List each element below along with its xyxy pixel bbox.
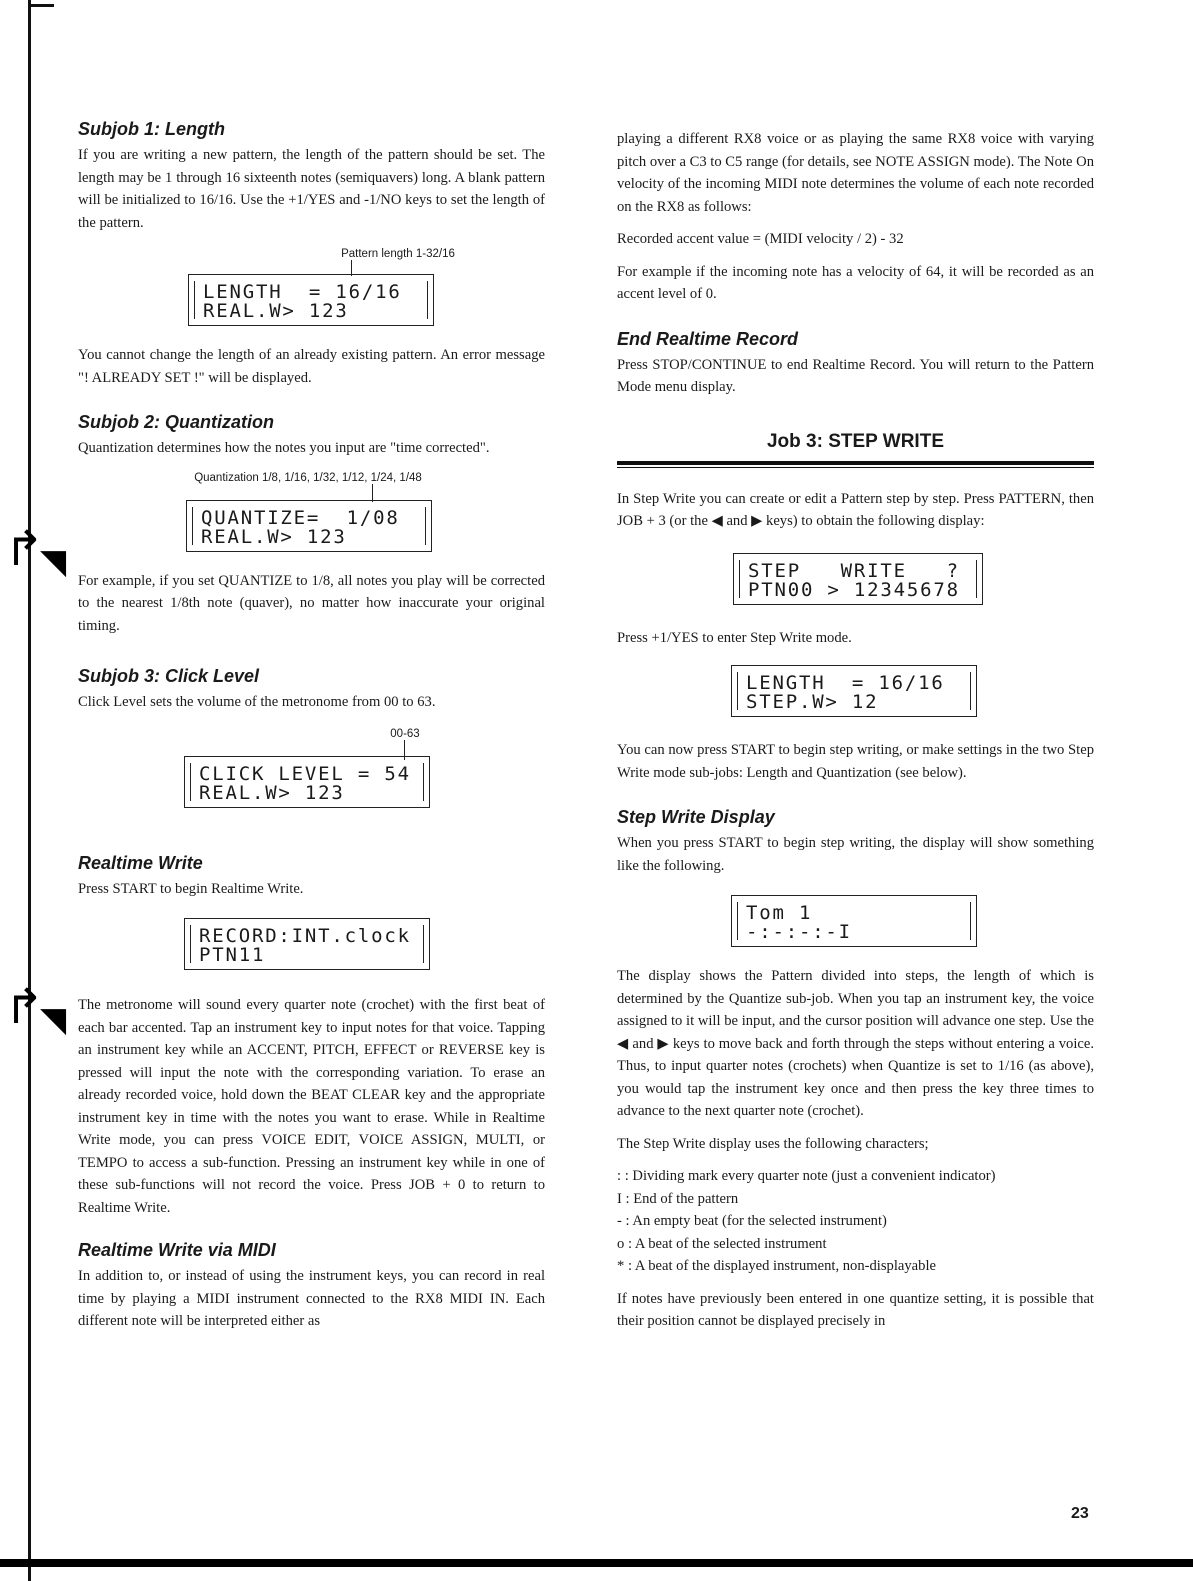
binding-corner	[28, 4, 54, 7]
subjob-click-level-heading: Subjob 3: Click Level	[78, 666, 260, 686]
binding-edge	[28, 0, 31, 1581]
list-item: - : An empty beat (for the selected instrument)	[617, 1213, 887, 1229]
list-item: o : A beat of the selected instrument	[617, 1235, 827, 1252]
left-column	[78, 118, 545, 1333]
paragraph: If notes have previously been entered in one quantize setting, it is possible that their position cannot be displayed precisely in	[617, 1290, 1094, 1329]
hole-punch-mark: ↱	[4, 979, 45, 1035]
step-write-display-heading: Step Write Display	[617, 807, 775, 827]
subjob-length-heading: Subjob 1: Length	[78, 119, 225, 139]
lcd-record-display	[184, 918, 430, 970]
page-number: 23	[1071, 1505, 1089, 1522]
caption-text: Pattern length 1-32/16	[341, 248, 455, 260]
paragraph: You can now press START to begin step writing, or make settings in the two Step Write mode sub-jobs: Length and Quantization (see below).	[617, 742, 1094, 781]
lcd-line-1: LENGTH = 16/16	[746, 672, 945, 694]
paragraph: When you press START to begin step writing, the display will show something like the following.	[617, 835, 1094, 874]
lcd-line-2: PTN11	[199, 944, 266, 966]
lcd-caption	[208, 248, 588, 260]
paragraph: Press +1/YES to enter Step Write mode.	[617, 629, 852, 646]
pointer	[78, 740, 545, 756]
lcd-line-1: RECORD:INT.clock	[199, 925, 411, 947]
lcd-caption	[375, 728, 435, 740]
realtime-write-midi-heading: Realtime Write via MIDI	[78, 1240, 276, 1260]
lcd-line-2: STEP.W> 12	[746, 691, 879, 713]
character-list	[617, 1165, 1094, 1278]
lcd-line-2: -:-:-:-I	[746, 921, 852, 943]
list-item: : : Dividing mark every quarter note (just a convenient indicator)	[617, 1168, 996, 1184]
list-item: I : End of the pattern	[617, 1190, 739, 1207]
lcd-click-level-display	[184, 756, 430, 808]
paragraph: You cannot change the length of an already existing pattern. An error message "! ALREADY SET !" will be displayed.	[78, 347, 545, 386]
caption-text: 00-63	[390, 727, 420, 740]
paragraph: If you are writing a new pattern, the length of the pattern should be set. The length may be 1 through 16 sixteenth notes (semiquavers) long. A blank pattern will be initialized to 16/16. Use the +1/YES and -1/NO keys to set the length of the pattern.	[78, 147, 545, 231]
paragraph: In addition to, or instead of using the instrument keys, you can record in real time by playing a MIDI instrument connected to the RX8 MIDI IN. Each different note will be interpreted either as	[78, 1268, 545, 1329]
list-item: * : A beat of the displayed instrument, non-displayable	[617, 1258, 936, 1274]
hole-punch-mark: ↱	[4, 521, 45, 577]
paragraph: playing a different RX8 voice or as playing the same RX8 voice with varying pitch over a C3 to C5 range (for details, see NOTE ASSIGN mode). The Note On velocity of the incoming MIDI note determines the volume of each note recorded on the RX8 as follows:	[617, 131, 1094, 215]
pointer	[78, 484, 545, 500]
paragraph: The display shows the Pattern divided into steps, the length of which is determined by the Quantize sub-job. When you tap an instrument key, the voice assigned to it will be input, and the cursor position will advance one step. Use the ◀ and ▶ keys to move back and forth through the steps without entering a voice. Thus, to input quarter notes (crochets) when Quantize is set to 1/16 (as above), you would tap the instrument key once and then press the key three times to advance to the next quarter note (crochet).	[617, 968, 1094, 1119]
paragraph: Quantization determines how the notes you input are "time corrected".	[78, 440, 490, 456]
lcd-line-2: REAL.W> 123	[199, 781, 345, 804]
heading-rule	[617, 461, 1094, 465]
paragraph: Press STOP/CONTINUE to end Realtime Record. You will return to the Pattern Mode menu display.	[617, 356, 1094, 395]
hole-punch-shadow: ◥	[40, 542, 67, 582]
lcd-tom-display	[731, 895, 977, 947]
end-realtime-record-heading: End Realtime Record	[617, 328, 799, 349]
paragraph: In Step Write you can create or edit a Pattern step by step. Press PATTERN, then JOB + 3 (or the ◀ and ▶ keys) to obtain the following display:	[617, 490, 1094, 529]
realtime-write-heading: Realtime Write	[78, 852, 203, 873]
pointer	[78, 260, 545, 274]
lcd-line-1: Tom 1	[746, 902, 813, 924]
lcd-line-1: LENGTH = 16/16	[203, 281, 402, 303]
hole-punch-shadow: ◥	[40, 1000, 67, 1040]
lcd-step-length-display	[731, 665, 977, 717]
lcd-line-2: PTN00 > 12345678	[748, 578, 960, 601]
subjob-quantization-heading: Subjob 2: Quantization	[78, 412, 274, 432]
lcd-line-2: REAL.W> 123	[201, 525, 347, 548]
right-column	[617, 128, 1094, 1333]
paragraph: The metronome will sound every quarter note (crochet) with the first beat of each bar accented. Tap an instrument key to input notes for that voice. Tapping an instrument key while an ACCENT, PITCH, EFFECT or REVERSE key is pressed will input the note with the corresponding variation. To erase an already recorded voice, hold down the BEAT CLEAR key and the appropriate instrument key in time with the notes you want to erase. While in Realtime Write mode, you can press VOICE EDIT, VOICE ASSIGN, MULTI, or TEMPO to access a sub-function. Pressing an instrument key while in one of these sub-functions will not record the voice. Press JOB + 0 to return to Realtime Write.	[78, 997, 545, 1216]
lcd-length-display	[188, 274, 434, 326]
lcd-line-1: QUANTIZE= 1/08	[201, 506, 400, 529]
paragraph: For example if the incoming note has a velocity of 64, it will be recorded as an accent level of 0.	[617, 263, 1094, 302]
lcd-line-2: REAL.W> 123	[203, 300, 349, 322]
lcd-caption	[148, 472, 468, 484]
job-3-heading: Job 3: STEP WRITE	[766, 430, 944, 452]
paragraph: The Step Write display uses the following characters;	[617, 1135, 929, 1152]
paragraph: Click Level sets the volume of the metronome from 00 to 63.	[78, 694, 436, 710]
caption-text: Quantization 1/8, 1/16, 1/32, 1/12, 1/24, 1/48	[194, 471, 422, 484]
paragraph: For example, if you set QUANTIZE to 1/8, all notes you play will be corrected to the nearest 1/8th note (quaver), no matter how inaccurate your original timing.	[78, 572, 545, 634]
lcd-step-write-display	[733, 553, 983, 605]
formula: Recorded accent value = (MIDI velocity / 2) - 32	[617, 231, 904, 247]
lcd-quantize-display	[186, 500, 432, 552]
lcd-line-1: CLICK LEVEL = 54	[199, 762, 411, 785]
paragraph: Press START to begin Realtime Write.	[78, 880, 304, 897]
bottom-scan-edge	[0, 1559, 1193, 1567]
lcd-line-1: STEP WRITE ?	[748, 559, 960, 582]
